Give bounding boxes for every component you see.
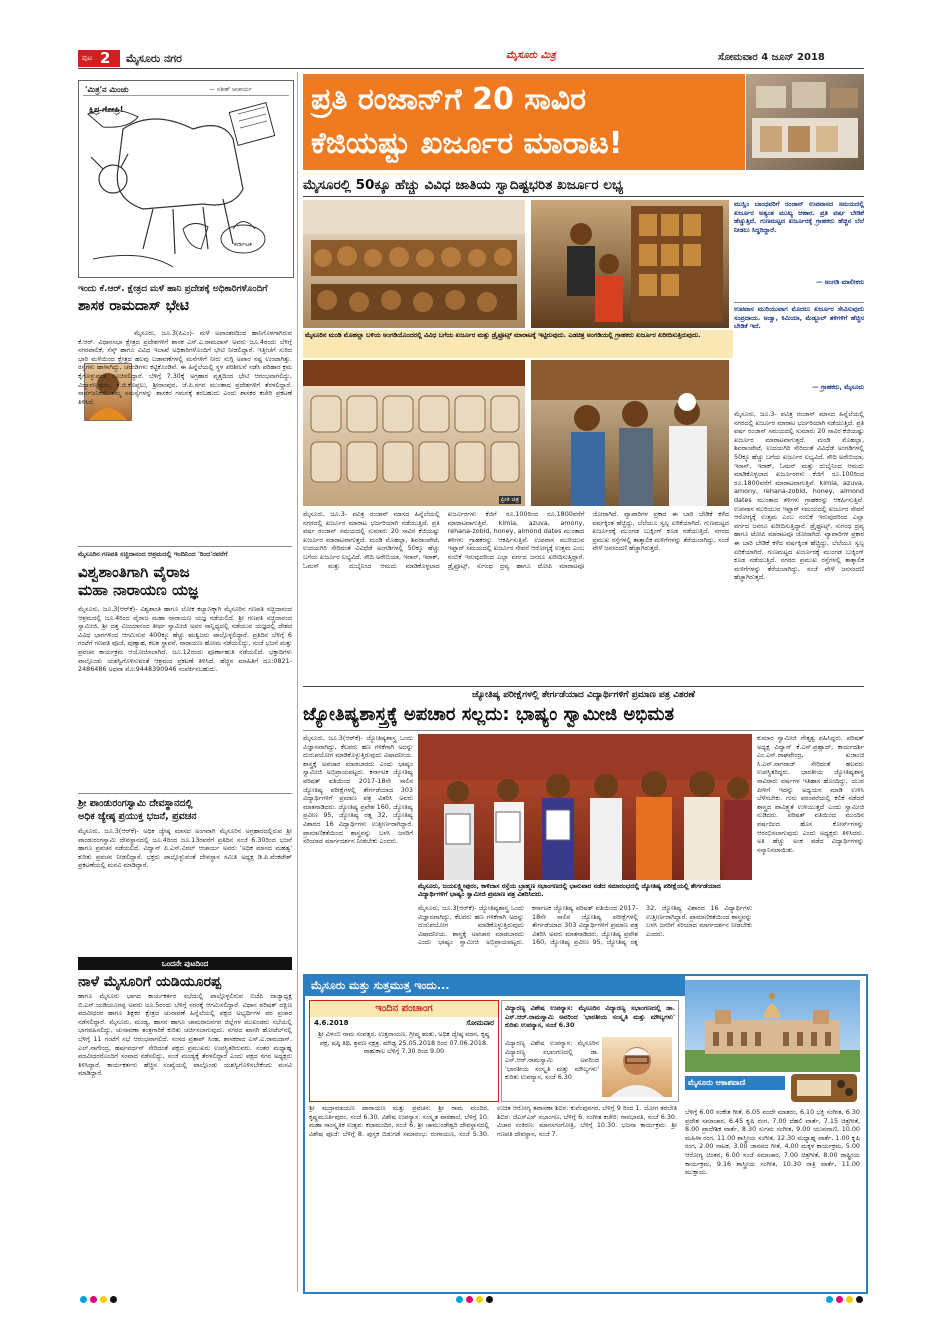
ramdas-kicker: ಇಂದು ಕೆ.ಆರ್. ಕ್ಷೇತ್ರದ ಮಳೆ ಹಾನಿ ಪ್ರದೇಶಕ್ಕೆ ಅಧಿಕಾರಿಗಳೊಂದಿಗೆ: [78, 284, 268, 294]
yeddyurappa-title: ನಾಳೆ ಮೈಸೂರಿಗೆ ಯಡಿಯೂರಪ್ಪ: [78, 974, 222, 990]
panchanga-title: ಇಂದಿನ ಪಂಚಾಂಗ: [310, 1001, 498, 1017]
bhajane-title-1: ಶ್ರೀ ಪಾಂಡುರಂಗಸ್ವಾಮಿ ದೇವಸ್ಥಾನದಲ್ಲಿ: [78, 798, 193, 809]
quote-1-attribution: — ಅಂಗಡಿ ಮಾಲೀಕರು: [816, 278, 864, 286]
radio-icon: [789, 1070, 859, 1104]
lead-photo-caption: ಮೈಸೂರಿನ ಮಂಡಿ ಮೊಹಲ್ಲಾ ಬಳಿಯ ಅಂಗಡಿಯೊಂದರಲ್ಲಿ ವಿವಿಧ ಬಗೆಯ ಖರ್ಜೂರ ಮತ್ತು ಡ್ರೈಫ್ರೂಟ್ಸ್ ಮಾರಾಟಕ್ಕೆ ಇಟ್ಟಿರುವುದು. ಎಡಚಿತ್ರ ಅಂಗಡಿಯಲ್ಲಿ ಗ್ರಾಹಕರು ಖರ್ಜೂರ ಖರೀದಿಸುತ್ತಿರುವುದು.: [303, 330, 733, 358]
panchanga-box: [309, 1000, 499, 1102]
lead-headline-1: ಪ್ರತಿ ರಂಜಾನ್‌ಗೆ 20 ಸಾವಿರ: [311, 82, 587, 117]
yeddyurappa-story: [78, 957, 292, 1287]
lead-photo-shopkeepers: [531, 200, 729, 328]
jyotish-kicker: ಜ್ಯೋತಿಷ್ಯ ಪರೀಕ್ಷೆಗಳಲ್ಲಿ ತೇರ್ಗಡೆಯಾದ ವಿದ್ಯಾರ್ಥಿಗಳಿಗೆ ಪ್ರಮಾಣ ಪತ್ರ ವಿತರಣೆ: [472, 690, 695, 700]
speaker-portrait: [602, 1037, 672, 1097]
bhajane-body: ಮೈಸೂರು, ಜೂ.3(ಆರ್‌ಕೆ)- ಅಧಿಕ ಜ್ಯೇಷ್ಠ ಮಾಸದ ಅಂಗವಾಗಿ ಮೈಸೂರಿನ ಅಗ್ರಹಾರದಲ್ಲಿರುವ ಶ್ರೀ ಪಾಂಡುರಂಗಸ್ವಾಮಿ ದೇವಸ್ಥಾನದಲ್ಲಿ ಜೂ.4ರಿಂದ ಜೂ.13ರವರೆಗೆ ಪ್ರತಿದಿನ ಸಂಜೆ 6.30ರಿಂದ ಭಜನೆ ಹಾಗೂ ಪ್ರವಚನ ನಡೆಯಲಿದೆ. ವಿದ್ವಾನ್ ಪಿ.ಎಸ್.ವಿಠಲ್ ಆಚಾರ್ಯ ಅವರು 'ಅಧಿಕ ಮಾಸದ ಮಹತ್ವ' ಕುರಿತು ಪ್ರವಚನ ನೀಡಲಿದ್ದಾರೆ. ಭಕ್ತರು ಪಾಲ್ಗೊಳ್ಳುವಂತೆ ದೇವಸ್ಥಾನ ಸಮಿತಿ ಅಧ್ಯಕ್ಷ ಡಿ.ಪಿ.ವೆಂಕಟೇಶ್ ಪ್ರಕಟಣೆಯಲ್ಲಿ ಮನವಿ ಮಾಡಿದ್ದಾರೆ.: [78, 827, 292, 870]
vidyaranya-box: [501, 1000, 679, 1102]
ramdas-story: [78, 283, 292, 543]
section-name: ಮೈಸೂರು ನಗರ: [126, 52, 182, 65]
palace-photo: [685, 980, 860, 1072]
lead-photo-customers: [531, 360, 729, 506]
yagna-title-1: ವಿಶ್ವಶಾಂತಿಗಾಗಿ ವೈರಾಜ: [78, 563, 190, 581]
quote-box-1: [734, 200, 864, 300]
jyotish-body-left: ಮೈಸೂರು, ಜೂ.3(ಆರ್‌ಕೆ)- ಜ್ಯೋತಿಷ್ಯಶಾಸ್ತ್ರ ಒಂದು ವಿಜ್ಞಾನವಾಗಿದ್ದು, ಕೆಲವರು ಹಣ ಗಳಿಕೆಗಾಗಿ ಅದನ್ನು ದುರುಪಯೋಗ ಮಾಡಿಕೊಳ್ಳುತ್ತಿರುವುದು ವಿಷಾದನೀಯ. ಶಾಸ್ತ್ರಕ್ಕೆ ಅಪಚಾರ ಮಾಡಬಾರದು ಎಂದು ಭಾಷ್ಯಂ ಸ್ವಾಮೀಜಿ ಅಭಿಪ್ರಾಯಪಟ್ಟರು. ಕರ್ನಾಟಕ ಜ್ಯೋತಿಷ್ಯ ಪರಿಷತ್ ವತಿಯಿಂದ 2017-18ನೇ ಸಾಲಿನ ಜ್ಯೋತಿಷ್ಯ ಪರೀಕ್ಷೆಗಳಲ್ಲಿ ತೇರ್ಗಡೆಯಾದ 303 ವಿದ್ಯಾರ್ಥಿಗಳಿಗೆ ಪ್ರಮಾಣ ಪತ್ರ ವಿತರಿಸಿ ಅವರು ಮಾತನಾಡಿದರು. ಜ್ಯೋತಿಷ್ಯ ಪ್ರವೇಶ 160, ಜ್ಯೋತಿಷ್ಯ ಪ್ರವೀಣ 95, ಜ್ಯೋತಿಷ್ಯ ರತ್ನ 32, ಜ್ಯೋತಿಷ್ಯ ವಿಶಾರದ 16 ವಿದ್ಯಾರ್ಥಿಗಳು ಉತ್ತೀರ್ಣರಾಗಿದ್ದಾರೆ. ಪ್ರಾಮಾಣಿಕತೆಯಿಂದ ಶಾಸ್ತ್ರವನ್ನು ಬಳಸಿ ಜನರಿಗೆ ಸರಿಯಾದ ಮಾರ್ಗದರ್ಶನ ನೀಡಬೇಕು ಎಂದರು.: [303, 734, 413, 846]
cartoon-sign-text: ಕರ್ನಾಟಕ: [234, 241, 252, 248]
quote-2-text: ಉಪವಾಸ ಮುರಿಯುವಾಗ ಮೊದಲು ಖರ್ಜೂರ ಸೇವಿಸುವುದು ಸಂಪ್ರದಾಯ. ಅಜ್ವಾ, ಕಿಮಿಯಾ, ಮೆಡ್ಜೂಲ್ ತಳಿಗಳಿಗೆ ಹೆಚ್ಚಿನ ಬೇಡಿಕೆ ಇದೆ.: [734, 305, 864, 331]
yagna-story: [78, 550, 292, 790]
vidyaranya-text: ವಿದ್ಯಾರಣ್ಯ ವಿಶೇಷ ಉಪನ್ಯಾಸ: ಮೈಸೂರಿನ ವಿದ್ಯಾರಣ್ಯ ಸಭಾಂಗಣದಲ್ಲಿ ಡಾ. ಎಸ್.ಆರ್.ರಾಮಸ್ವಾಮಿ ಅವರಿಂದ 'ಭಾರತೀಯ ಸಂಸ್ಕೃತಿ ಮತ್ತು ಮೌಲ್ಯಗಳು' ಕುರಿತು ಉಪನ್ಯಾಸ, ಸಂಜೆ 6.30: [505, 1004, 675, 1030]
yagna-title-2: ಮಹಾ ನಾರಾಯಣ ಯಜ್ಞ: [78, 581, 199, 599]
continued-banner: [78, 957, 292, 970]
lead-headline-box: [303, 74, 745, 170]
quote-box-2: [734, 305, 864, 405]
quote-2-attribution: — ಗ್ರಾಹಕರು, ಮೈಸೂರು: [812, 383, 864, 391]
header-rule: [78, 68, 864, 69]
jyotish-title: ಜ್ಯೋತಿಷ್ಯಶಾಸ್ತ್ರಕ್ಕೆ ಅಪಚಾರ ಸಲ್ಲದು: ಭಾಷ್ಯಂ ಸ್ವಾಮೀಜಿ ಅಭಿಮತ: [303, 704, 675, 725]
cartoon-artist: — ಸತೀಶ್ ಆಚಾರ್ಯ: [209, 86, 252, 93]
yagna-kicker: ಮೈಸೂರಿನ ಗಣಪತಿ ಸಚ್ಚಿದಾನಂದ ಆಶ್ರಮದಲ್ಲಿ ಇಂದಿನಿಂದ 'ರಿಂದ'ರವರೆಗೆ: [78, 550, 228, 558]
ramdas-title: ಶಾಸಕ ರಾಮದಾಸ್ ಭೇಟಿ: [78, 298, 190, 314]
quote-1-text: ಮುಸ್ಲಿಂ ಬಾಂಧವರಿಗೆ ರಂಜಾನ್ ಉಪವಾಸದ ಸಮಯದಲ್ಲಿ ಖರ್ಜೂರ ಅತ್ಯಂತ ಮುಖ್ಯ ಆಹಾರ. ಪ್ರತಿ ವರ್ಷ ಬೇಡಿಕೆ ಹೆಚ್ಚುತ್ತಿದೆ. ಗುಣಮಟ್ಟದ ಖರ್ಜೂರಕ್ಕೆ ಗ್ರಾಹಕರು ಹೆಚ್ಚಿನ ಬೆಲೆ ನೀಡಲು ಸಿದ್ಧರಿದ್ದಾರೆ.: [734, 200, 864, 234]
issue-date: ಸೋಮವಾರ 4 ಜೂನ್ 2018: [718, 52, 825, 63]
lead-top-photo: [746, 74, 864, 170]
continued-label: ಒಂದನೇ ಪುಟದಿಂದ: [161, 959, 209, 968]
jyotish-body-mid: ಮೈಸೂರು, ಜೂ.3(ಆರ್‌ಕೆ)- ಜ್ಯೋತಿಷ್ಯಶಾಸ್ತ್ರ ಒಂದು ವಿಜ್ಞಾನವಾಗಿದ್ದು, ಕೆಲವರು ಹಣ ಗಳಿಕೆಗಾಗಿ ಅದನ್ನು ದುರುಪಯೋಗ ಮಾಡಿಕೊಳ್ಳುತ್ತಿರುವುದು ವಿಷಾದನೀಯ. ಶಾಸ್ತ್ರಕ್ಕೆ ಅಪಚಾರ ಮಾಡಬಾರದು ಎಂದು ಭಾಷ್ಯಂ ಸ್ವಾಮೀಜಿ ಅಭಿಪ್ರಾಯಪಟ್ಟರು. ಕರ್ನಾಟಕ ಜ್ಯೋತಿಷ್ಯ ಪರಿಷತ್ ವತಿಯಿಂದ 2017-18ನೇ ಸಾಲಿನ ಜ್ಯೋತಿಷ್ಯ ಪರೀಕ್ಷೆಗಳಲ್ಲಿ ತೇರ್ಗಡೆಯಾದ 303 ವಿದ್ಯಾರ್ಥಿಗಳಿಗೆ ಪ್ರಮಾಣ ಪತ್ರ ವಿತರಿಸಿ ಅವರು ಮಾತನಾಡಿದರು. ಜ್ಯೋತಿಷ್ಯ ಪ್ರವೇಶ 160, ಜ್ಯೋತಿಷ್ಯ ಪ್ರವೀಣ 95, ಜ್ಯೋತಿಷ್ಯ ರತ್ನ 32, ಜ್ಯೋತಿಷ್ಯ ವಿಶಾರದ 16 ವಿದ್ಯಾರ್ಥಿಗಳು ಉತ್ತೀರ್ಣರಾಗಿದ್ದಾರೆ. ಪ್ರಾಮಾಣಿಕತೆಯಿಂದ ಶಾಸ್ತ್ರವನ್ನು ಬಳಸಿ ಜನರಿಗೆ ಸರಿಯಾದ ಮಾರ್ಗದರ್ಶನ ನೀಡಬೇಕು ಎಂದರು.: [418, 904, 752, 947]
panchanga-details: ಶ್ರೀ ವಿಳಂಬಿ ನಾಮ ಸಂವತ್ಸರ, ಉತ್ತರಾಯಣ, ಗ್ರೀಷ್ಮ ಋತು, ಅಧಿಕ ಜ್ಯೇಷ್ಠ ಮಾಸ, ಕೃಷ್ಣ ಪಕ್ಷ, ಷಷ್ಠಿ ತಿಥಿ, ಶ್ರವಣ ನಕ್ಷತ್ರ. ಮೌಢ್ಯ 25.05.2018 ರಿಂದ 07.06.2018. ರಾಹುಕಾಲ ಬೆಳಿಗ್ಗೆ 7.30 ರಿಂದ 9.00: [318, 1030, 490, 1056]
lead-photo-jars: [303, 360, 525, 506]
page-header: [78, 47, 864, 69]
radio-title: ಮೈಸೂರು ಆಕಾಶವಾಣಿ: [688, 1078, 746, 1087]
yeddyurappa-body: ಹಾಗೂ ಮೈಸೂರು ಭಾಗದ ಕಾರ್ಯಕರ್ತರ ಸಭೆಯಲ್ಲಿ ಪಾಲ್ಗೊಳ್ಳಲಿರುವ ಬಿಜೆಪಿ ರಾಜ್ಯಾಧ್ಯಕ್ಷ ಬಿ.ಎಸ್.ಯಡಿಯೂರಪ್ಪ ಅವರು ಜೂ.5ರಂದು ಬೆಳಿಗ್ಗೆ ನಗರಕ್ಕೆ ಆಗಮಿಸಲಿದ್ದಾರೆ. ವಿಧಾನ ಪರಿಷತ್ ದಕ್ಷಿಣ ಪದವೀಧರರ ಹಾಗೂ ಶಿಕ್ಷಕರ ಕ್ಷೇತ್ರದ ಚುನಾವಣೆ ಹಿನ್ನೆಲೆಯಲ್ಲಿ ಪಕ್ಷದ ಅಭ್ಯರ್ಥಿಗಳ ಪರ ಪ್ರಚಾರ ನಡೆಸಲಿದ್ದಾರೆ. ಮೈಸೂರು, ಮಂಡ್ಯ, ಹಾಸನ ಹಾಗೂ ಚಾಮರಾಜನಗರ ಜಿಲ್ಲೆಗಳ ಮುಖಂಡರು ಸಭೆಯಲ್ಲಿ ಭಾಗವಹಿಸಲಿದ್ದು, ಚುನಾವಣಾ ತಂತ್ರಗಾರಿಕೆ ಕುರಿತು ಚರ್ಚಿಸಲಾಗುವುದು. ನಗರದ ಖಾಸಗಿ ಹೋಟೆಲ್‌ನಲ್ಲಿ ಬೆಳಿಗ್ಗೆ 11 ಗಂಟೆಗೆ ಸಭೆ ಆರಂಭವಾಗಲಿದೆ. ಸಂಸದ ಪ್ರತಾಪ್ ಸಿಂಹ, ಶಾಸಕರಾದ ಎಸ್.ಎ.ರಾಮದಾಸ್, ಎಲ್.ನಾಗೇಂದ್ರ, ಹರ್ಷವರ್ಧನ್ ಸೇರಿದಂತೆ ಪಕ್ಷದ ಪ್ರಮುಖರು ಉಪಸ್ಥಿತರಿರುವರು. ನಂತರ ಮಧ್ಯಾಹ್ನ ಪದವೀಧರರೊಂದಿಗೆ ಸಂವಾದ ನಡೆಸಲಿದ್ದು, ಸಂಜೆ ಮಂಡ್ಯಕ್ಕೆ ತೆರಳಲಿದ್ದಾರೆ ಎಂದು ಪಕ್ಷದ ನಗರ ಅಧ್ಯಕ್ಷರು ತಿಳಿಸಿದ್ದಾರೆ. ಕಾರ್ಯಕರ್ತರು ಹೆಚ್ಚಿನ ಸಂಖ್ಯೆಯಲ್ಲಿ ಪಾಲ್ಗೊಂಡು ಯಶಸ್ವಿಗೊಳಿಸಬೇಕೆಂದು ಮನವಿ ಮಾಡಿದ್ದಾರೆ.: [78, 992, 292, 1078]
page-tag: ಪುಟ: [82, 54, 93, 62]
page-number: 2: [100, 49, 111, 67]
today-banner-text: ಮೈಸೂರು ಮತ್ತು ಸುತ್ತಮುತ್ತ ಇಂದು...: [311, 979, 450, 992]
lead-body-side: [734, 410, 864, 682]
cartoon-box: [78, 80, 294, 278]
today-events: ಶ್ರೀ ಮದ್ರಾಮಾಯಣ ಪಾರಾಯಣ ಮತ್ತು ಪ್ರವಚನ: ಶ್ರೀ ರಾಮ ಮಂದಿರ, ಕೃಷ್ಣಮೂರ್ತಿಪುರಂ, ಸಂಜೆ 6.30. ವಿಶೇಷ ಉಪನ್ಯಾಸ: ಸಂಸ್ಕೃತ ಪಾಠಶಾಲೆ, ಬೆಳಿಗ್ಗೆ 10. ಮಹಾ ಸಾಂಸ್ಕೃತಿಕ ಉತ್ಸವ: ಕಲಾಮಂದಿರ, ಸಂಜೆ 6. ಶ್ರೀ ಚಾಮುಂಡೇಶ್ವರಿ ದೇವಸ್ಥಾನದಲ್ಲಿ ವಿಶೇಷ ಪೂಜೆ: ಬೆಳಿಗ್ಗೆ 8. ಪುಸ್ತಕ ಬಿಡುಗಡೆ ಸಮಾರಂಭ: ರಂಗಾಯಣ, ಸಂಜೆ 5.30. ಉಚಿತ ಆರೋಗ್ಯ ತಪಾಸಣಾ ಶಿಬಿರ: ಕುವೆಂಪುನಗರ, ಬೆಳಿಗ್ಗೆ 9 ರಿಂದ 1. ಯೋಗ ತರಬೇತಿ ಶಿಬಿರ: ಜೆಎಸ್‌ಎಸ್ ಸಭಾಂಗಣ, ಬೆಳಿಗ್ಗೆ 6. ಸಂಗೀತ ಕಚೇರಿ: ಗಾನಭಾರತಿ, ಸಂಜೆ 6.30. ವಿಚಾರ ಸಂಕಿರಣ: ಮಾನಸಗಂಗೋತ್ರಿ, ಬೆಳಿಗ್ಗೆ 10.30. ಭಜನಾ ಕಾರ್ಯಕ್ರಮ: ಶ್ರೀ ಗಣಪತಿ ದೇವಸ್ಥಾನ, ಸಂಜೆ 7.: [309, 1104, 677, 1138]
radio-schedule: ಬೆಳಿಗ್ಗೆ 6.00 ಸಂಕೇತ ಗೀತೆ, 6.05 ವಂದೇ ಮಾತರಂ, 6.10 ಭಕ್ತಿ ಸಂಗೀತ, 6.30 ಪ್ರದೇಶ ಸಮಾಚಾರ, 6.45 ಕೃಷಿ ರಂಗ, 7.00 ದೆಹಲಿ ವಾರ್ತೆ, 7.15 ಚಿತ್ರಗೀತೆ, 8.00 ಪ್ರಾದೇಶಿಕ ವಾರ್ತೆ, 8.30 ಸುಗಮ ಸಂಗೀತ, 9.00 ಯುವವಾಣಿ, 10.00 ಮಹಿಳಾ ರಂಗ, 11.00 ಶಾಸ್ತ್ರೀಯ ಸಂಗೀತ, 12.30 ಮಧ್ಯಾಹ್ನ ವಾರ್ತೆ, 1.00 ಕೃಷಿ ರಂಗ, 2.00 ನಾಟಕ, 3.00 ಜಾನಪದ ಗೀತೆ, 4.00 ಮಕ್ಕಳ ಕಾರ್ಯಕ್ರಮ, 5.00 ಆರೋಗ್ಯ ಚಿಂತನ, 6.00 ಸಂಜೆ ಸಮಾಚಾರ, 7.00 ಚಿತ್ರಗೀತೆ, 8.00 ರಾಷ್ಟ್ರೀಯ ಕಾರ್ಯಕ್ರಮ, 9.16 ಶಾಸ್ತ್ರೀಯ ಸಂಗೀತ, 10.30 ರಾತ್ರಿ ವಾರ್ತೆ, 11.00 ಮುಕ್ತಾಯ.: [685, 1108, 860, 1177]
jyotish-photo-caption: ಮೈಸೂರು, ಜಯಲಕ್ಷ್ಮೀಪುರಂ, ಕಾಳಿದಾಸ ರಸ್ತೆಯ ಬ್ರಾಹ್ಮಣ ಸಭಾಂಗಣದಲ್ಲಿ ಭಾನುವಾರ ನಡೆದ ಸಮಾರಂಭದಲ್ಲಿ ಜ್ಯೋತಿಷ್ಯ ಪರೀಕ್ಷೆಯಲ್ಲಿ ತೇರ್ಗಡೆಯಾದ ವಿದ್ಯಾರ್ಥಿಗಳಿಗೆ ಭಾಷ್ಯಂ ಸ್ವಾಮೀಜಿ ಪ್ರಮಾಣ ಪತ್ರ ವಿತರಿಸಿದರು.: [418, 882, 721, 899]
cartoon-bubble-text: ಕ್ಷಿಪ್ರ ಗೋಪ್ರಿ!: [89, 105, 124, 114]
photo-credit: ಪ್ರೀತಿ ಚಿತ್ರ: [500, 496, 519, 503]
today-box: [303, 974, 868, 1294]
today-banner: [305, 976, 685, 996]
yagna-body: ಮೈಸೂರು, ಜೂ.3(ಆರ್‌ಕೆ)- ವಿಶ್ವಶಾಂತಿ ಹಾಗೂ ಲೋಕ ಕಲ್ಯಾಣಕ್ಕಾಗಿ ಮೈಸೂರಿನ ಗಣಪತಿ ಸಚ್ಚಿದಾನಂದ ಆಶ್ರಮದಲ್ಲಿ ಜೂ.4ರಿಂದ ವೈರಾಜ ಮಹಾ ನಾರಾಯಣ ಯಜ್ಞ ನಡೆಯಲಿದೆ. ಶ್ರೀ ಗಣಪತಿ ಸಚ್ಚಿದಾನಂದ ಸ್ವಾಮೀಜಿ, ಶ್ರೀ ದತ್ತ ವಿಜಯಾನಂದ ತೀರ್ಥ ಸ್ವಾಮೀಜಿ ಅವರ ಸಾನ್ನಿಧ್ಯದಲ್ಲಿ ನಡೆಯುವ ಯಜ್ಞದಲ್ಲಿ ದೇಶದ ವಿವಿಧ ಭಾಗಗಳಿಂದ ಆಗಮಿಸುವ 400ಕ್ಕೂ ಹೆಚ್ಚು ಋತ್ವಿಜರು ಪಾಲ್ಗೊಳ್ಳಲಿದ್ದಾರೆ. ಪ್ರತಿದಿನ ಬೆಳಿಗ್ಗೆ 6 ಗಂಟೆಗೆ ಗಣಪತಿ ಪೂಜೆ, ಪುಣ್ಯಾಹ, ಕಲಶ ಸ್ಥಾಪನೆ, ನಾರಾಯಣ ಹೋಮ ನಡೆಯಲಿದ್ದು, ಸಂಜೆ ಭಜನೆ ಮತ್ತು ಪ್ರವಚನ ಕಾರ್ಯಕ್ರಮ ಆಯೋಜಿಸಲಾಗಿದೆ. ಜೂ.12ರಂದು ಪೂರ್ಣಾಹುತಿ ನಡೆಯಲಿದೆ. ಭಕ್ತಾದಿಗಳು ಪಾಲ್ಗೊಂಡು ಯಶಸ್ವಿಗೊಳಿಸುವಂತೆ ಆಶ್ರಮದ ಪ್ರಕಟಣೆ ತಿಳಿಸಿದೆ. ಹೆಚ್ಚಿನ ಮಾಹಿತಿಗೆ ದೂ:0821-2486486 ಅಥವಾ ಮೊ:9448390946 ಸಂಪರ್ಕಿಸಬಹುದು.: [78, 605, 292, 674]
vidyaranya-text-2: ವಿದ್ಯಾರಣ್ಯ ವಿಶೇಷ ಉಪನ್ಯಾಸ: ಮೈಸೂರಿನ ವಿದ್ಯಾರಣ್ಯ ಸಭಾಂಗಣದಲ್ಲಿ ಡಾ. ಎಸ್.ಆರ್.ರಾಮಸ್ವಾಮಿ ಅವರಿಂದ 'ಭಾರತೀಯ ಸಂಸ್ಕೃತಿ ಮತ್ತು ಮೌಲ್ಯಗಳು' ಕುರಿತು ಉಪನ್ಯಾಸ, ಸಂಜೆ 6.30: [505, 1039, 599, 1082]
jyotish-photo: [418, 734, 752, 880]
cartoon-drawing: [83, 99, 289, 273]
bhajane-story: [78, 797, 292, 949]
masthead-logo: ಮೈಸೂರು ಮಿತ್ರ: [506, 50, 556, 61]
radio-box: [685, 1076, 860, 1288]
jyotish-body-right: ಕುಮಾರ ಸ್ವಾಮೀಜಿ ನೇತೃತ್ವ ವಹಿಸಿದ್ದರು. ಪರಿಷತ್ ಅಧ್ಯಕ್ಷ ವಿದ್ವಾನ್ ಕೆ.ಎಸ್.ಪ್ರಹ್ಲಾದ್, ಕಾರ್ಯದರ್ಶಿ ಎಂ.ಎನ್.ರಾಘವೇಂದ್ರ, ಖಜಾಂಚಿ ಸಿ.ಎನ್.ನಾಗರಾಜ್ ಸೇರಿದಂತೆ ಹಲವರು ಉಪಸ್ಥಿತರಿದ್ದರು. ಭಾರತೀಯ ಜ್ಯೋತಿಷ್ಯಶಾಸ್ತ್ರ ಸಾವಿರಾರು ವರ್ಷಗಳ ಇತಿಹಾಸ ಹೊಂದಿದ್ದು, ಯುವ ಪೀಳಿಗೆ ಇದನ್ನು ಅಧ್ಯಯನ ಮಾಡಿ ಉಳಿಸಿ ಬೆಳೆಸಬೇಕು. ಗುರು ಪರಂಪರೆಯಲ್ಲಿ ಕಲಿಕೆ ನಡೆದರೆ ಶಾಸ್ತ್ರದ ಪಾವಿತ್ರ್ಯತೆ ಉಳಿಯುತ್ತದೆ ಎಂದು ಸ್ವಾಮೀಜಿ ನುಡಿದರು. ಪರಿಷತ್ ವತಿಯಿಂದ ಮುಂದಿನ ವರ್ಷದಿಂದ ಹೊಸ ಕೋರ್ಸ್‌ಗಳನ್ನು ಆರಂಭಿಸಲಾಗುವುದು ಎಂದು ಅಧ್ಯಕ್ಷರು ತಿಳಿಸಿದರು. ಅತಿ ಹೆಚ್ಚು ಅಂಕ ಪಡೆದ ವಿದ್ಯಾರ್ಥಿಗಳನ್ನು ಸನ್ಮಾನಿಸಲಾಯಿತು.: [757, 734, 864, 854]
panchanga-date: 4.6.2018: [314, 1019, 349, 1027]
ramdas-body: ಮೈಸೂರು, ಜೂ.3(ಪಿಎಂ)- ಮಳೆ ಅವಾಂತರದಿಂದ ಹಾನಿಗೊಳಗಾಗಿರುವ ಕೆ.ಆರ್. ವಿಧಾನಸಭಾ ಕ್ಷೇತ್ರದ ಪ್ರದೇಶಗಳಿಗೆ ಶಾಸಕ ಎಸ್.ಎ.ರಾಮದಾಸ್ ಅವರು ಜೂ.4ರಂದು ಬೆಳಿಗ್ಗೆ ನಗರಪಾಲಿಕೆ, ಸೆಸ್ಕ್ ಹಾಗೂ ವಿವಿಧ ಇಲಾಖೆ ಅಧಿಕಾರಿಗಳೊಂದಿಗೆ ಭೇಟಿ ನೀಡಲಿದ್ದಾರೆ. ಇತ್ತೀಚೆಗೆ ಸುರಿದ ಭಾರಿ ಮಳೆಯಿಂದ ಕ್ಷೇತ್ರದ ಹಲವು ಬಡಾವಣೆಗಳಲ್ಲಿ ಮನೆಗಳಿಗೆ ನೀರು ನುಗ್ಗಿ ಅಪಾರ ನಷ್ಟ ಉಂಟಾಗಿತ್ತು. ರಸ್ತೆಗಳು ಹಾಳಾಗಿದ್ದು, ಚರಂಡಿಗಳು ಕಟ್ಟಿಕೊಂಡಿವೆ. ಈ ಹಿನ್ನೆಲೆಯಲ್ಲಿ ಸ್ಥಳ ಪರಿಶೀಲನೆ ನಡೆಸಿ ಪರಿಹಾರ ಕ್ರಮ ಕೈಗೊಳ್ಳುವಂತೆ ಸೂಚಿಸಲಿದ್ದಾರೆ. ಬೆಳಿಗ್ಗೆ 7.30ಕ್ಕೆ ಅಗ್ರಹಾರ ವೃತ್ತದಿಂದ ಭೇಟಿ ಆರಂಭವಾಗಲಿದ್ದು, ವಿದ್ಯಾರಣ್ಯಪುರಂ, ಕೆ.ಜಿ.ಕೊಪ್ಪಲು, ಶ್ರೀರಾಂಪುರ, ಜೆ.ಪಿ.ನಗರ ಮುಂತಾದ ಪ್ರದೇಶಗಳಿಗೆ ತೆರಳಲಿದ್ದಾರೆ. ಸಾರ್ವಜನಿಕರು ತಮ್ಮ ಸಮಸ್ಯೆಗಳನ್ನು ಶಾಸಕರ ಗಮನಕ್ಕೆ ತರಬಹುದು ಎಂದು ಶಾಸಕರ ಕಚೇರಿ ಪ್ರಕಟಣೆ ತಿಳಿಸಿದೆ.: [78, 329, 292, 406]
lead-body: ಮೈಸೂರು, ಜೂ.3- ಪವಿತ್ರ ರಂಜಾನ್ ಮಾಸದ ಹಿನ್ನೆಲೆಯಲ್ಲಿ ನಗರದಲ್ಲಿ ಖರ್ಜೂರ ಮಾರಾಟ ಭರ್ಜರಿಯಾಗಿ ನಡೆಯುತ್ತಿದೆ. ಪ್ರತಿ ವರ್ಷ ರಂಜಾನ್ ಸಮಯದಲ್ಲಿ ಸುಮಾರು 20 ಸಾವಿರ ಕೆಜಿಯಷ್ಟು ಖರ್ಜೂರ ಮಾರಾಟವಾಗುತ್ತದೆ. ಮಂಡಿ ಮೊಹಲ್ಲಾ, ಶಿವರಾಂಪೇಟೆ, ಉದಯಗಿರಿ ಸೇರಿದಂತೆ ವಿವಿಧೆಡೆ ಅಂಗಡಿಗಳಲ್ಲಿ 50ಕ್ಕೂ ಹೆಚ್ಚು ಬಗೆಯ ಖರ್ಜೂರ ಲಭ್ಯವಿದೆ. ಸೌದಿ ಅರೇಬಿಯಾ, ಇರಾನ್, ಇರಾಕ್, ಓಮನ್ ಮತ್ತು ದುಬೈನಿಂದ ಆಮದು ಮಾಡಿಕೊಳ್ಳಲಾದ ಖರ್ಜೂರಗಳು ಕೆಜಿಗೆ ರೂ.100ರಿಂದ ರೂ.1800ವರೆಗೆ ಮಾರಾಟವಾಗುತ್ತಿವೆ. kimia, azuva, amony, rehana-zobid, honey, almond dates ಮುಂತಾದ ತಳಿಗಳು ಗ್ರಾಹಕರನ್ನು ಆಕರ್ಷಿಸುತ್ತಿವೆ. ಉಪವಾಸ ಮುರಿಯುವ ಇಫ್ತಾರ್ ಸಮಯದಲ್ಲಿ ಖರ್ಜೂರ ಸೇವನೆ ಆರೋಗ್ಯಕ್ಕೆ ಉತ್ತಮ ಎಂಬ ನಂಬಿಕೆ ಇರುವುದರಿಂದ ಎಲ್ಲಾ ವರ್ಗದ ಜನರೂ ಖರೀದಿಸುತ್ತಿದ್ದಾರೆ. ಡ್ರೈಫ್ರೂಟ್ಸ್, ಸುಗಂಧ ದ್ರವ್ಯ ಹಾಗೂ ಟೋಪಿ ಮಾರಾಟವೂ ಜೋರಾಗಿದೆ. ವ್ಯಾಪಾರಿಗಳ ಪ್ರಕಾರ ಈ ಬಾರಿ ಬೇಡಿಕೆ ಕಳೆದ ವರ್ಷಕ್ಕಿಂತ ಹೆಚ್ಚಿದ್ದು, ಬೆಲೆಯೂ ಸ್ವಲ್ಪ ಏರಿಕೆಯಾಗಿದೆ. ಗುಣಮಟ್ಟದ ಖರ್ಜೂರಕ್ಕೆ ಮುಂಗಡ ಬುಕ್ಕಿಂಗ್ ಕೂಡ ನಡೆಯುತ್ತಿದೆ. ನಗರದ ಪ್ರಮುಖ ರಸ್ತೆಗಳಲ್ಲಿ ತಾತ್ಕಾಲಿಕ ಮಳಿಗೆಗಳನ್ನು ತೆರೆಯಲಾಗಿದ್ದು, ಸಂಜೆ ವೇಳೆ ಜನಸಂದಣಿ ಹೆಚ್ಚಾಗಿರುತ್ತದೆ.: [303, 510, 729, 570]
lead-photo-shop-display: [303, 200, 525, 328]
panchanga-day: ಸೋಮವಾರ: [466, 1019, 494, 1027]
lead-headline-2: ಕೆಜಿಯಷ್ಟು ಖರ್ಜೂರ ಮಾರಾಟ!: [311, 126, 623, 161]
lead-body-side-text: ಮೈಸೂರು, ಜೂ.3- ಪವಿತ್ರ ರಂಜಾನ್ ಮಾಸದ ಹಿನ್ನೆಲೆಯಲ್ಲಿ ನಗರದಲ್ಲಿ ಖರ್ಜೂರ ಮಾರಾಟ ಭರ್ಜರಿಯಾಗಿ ನಡೆಯುತ್ತಿದೆ. ಪ್ರತಿ ವರ್ಷ ರಂಜಾನ್ ಸಮಯದಲ್ಲಿ ಸುಮಾರು 20 ಸಾವಿರ ಕೆಜಿಯಷ್ಟು ಖರ್ಜೂರ ಮಾರಾಟವಾಗುತ್ತದೆ. ಮಂಡಿ ಮೊಹಲ್ಲಾ, ಶಿವರಾಂಪೇಟೆ, ಉದಯಗಿರಿ ಸೇರಿದಂತೆ ವಿವಿಧೆಡೆ ಅಂಗಡಿಗಳಲ್ಲಿ 50ಕ್ಕೂ ಹೆಚ್ಚು ಬಗೆಯ ಖರ್ಜೂರ ಲಭ್ಯವಿದೆ. ಸೌದಿ ಅರೇಬಿಯಾ, ಇರಾನ್, ಇರಾಕ್, ಓಮನ್ ಮತ್ತು ದುಬೈನಿಂದ ಆಮದು ಮಾಡಿಕೊಳ್ಳಲಾದ ಖರ್ಜೂರಗಳು ಕೆಜಿಗೆ ರೂ.100ರಿಂದ ರೂ.1800ವರೆಗೆ ಮಾರಾಟವಾಗುತ್ತಿವೆ. kimia, azuva, amony, rehana-zobid, honey, almond dates ಮುಂತಾದ ತಳಿಗಳು ಗ್ರಾಹಕರನ್ನು ಆಕರ್ಷಿಸುತ್ತಿವೆ. ಉಪವಾಸ ಮುರಿಯುವ ಇಫ್ತಾರ್ ಸಮಯದಲ್ಲಿ ಖರ್ಜೂರ ಸೇವನೆ ಆರೋಗ್ಯಕ್ಕೆ ಉತ್ತಮ ಎಂಬ ನಂಬಿಕೆ ಇರುವುದರಿಂದ ಎಲ್ಲಾ ವರ್ಗದ ಜನರೂ ಖರೀದಿಸುತ್ತಿದ್ದಾರೆ. ಡ್ರೈಫ್ರೂಟ್ಸ್, ಸುಗಂಧ ದ್ರವ್ಯ ಹಾಗೂ ಟೋಪಿ ಮಾರಾಟವೂ ಜೋರಾಗಿದೆ. ವ್ಯಾಪಾರಿಗಳ ಪ್ರಕಾರ ಈ ಬಾರಿ ಬೇಡಿಕೆ ಕಳೆದ ವರ್ಷಕ್ಕಿಂತ ಹೆಚ್ಚಿದ್ದು, ಬೆಲೆಯೂ ಸ್ವಲ್ಪ ಏರಿಕೆಯಾಗಿದೆ. ಗುಣಮಟ್ಟದ ಖರ್ಜೂರಕ್ಕೆ ಮುಂಗಡ ಬುಕ್ಕಿಂಗ್ ಕೂಡ ನಡೆಯುತ್ತಿದೆ. ನಗರದ ಪ್ರಮುಖ ರಸ್ತೆಗಳಲ್ಲಿ ತಾತ್ಕಾಲಿಕ ಮಳಿಗೆಗಳನ್ನು ತೆರೆಯಲಾಗಿದ್ದು, ಸಂಜೆ ವೇಳೆ ಜನಸಂದಣಿ ಹೆಚ್ಚಾಗಿರುತ್ತದೆ.: [734, 410, 864, 582]
cartoon-title: 'ಮಿತ್ರ'ನ ಮಿಂಚು: [85, 85, 129, 94]
radio-title-bar: [685, 1076, 785, 1090]
lead-subheadline: ಮೈಸೂರಲ್ಲಿ 50ಕ್ಕೂ ಹೆಚ್ಚು ವಿವಿಧ ಜಾತಿಯ ಸ್ವಾದಿಷ್ಟಭರಿತ ಖರ್ಜೂರ ಲಭ್ಯ: [303, 177, 624, 193]
bhajane-title-2: ಅಧಿಕ ಜ್ಯೇಷ್ಠ ಪ್ರಯುಕ್ತ ಭಜನೆ, ಪ್ರವಚನ: [78, 811, 197, 822]
cartoon-title-rule: [83, 95, 289, 96]
page-number-badge: [78, 50, 120, 67]
